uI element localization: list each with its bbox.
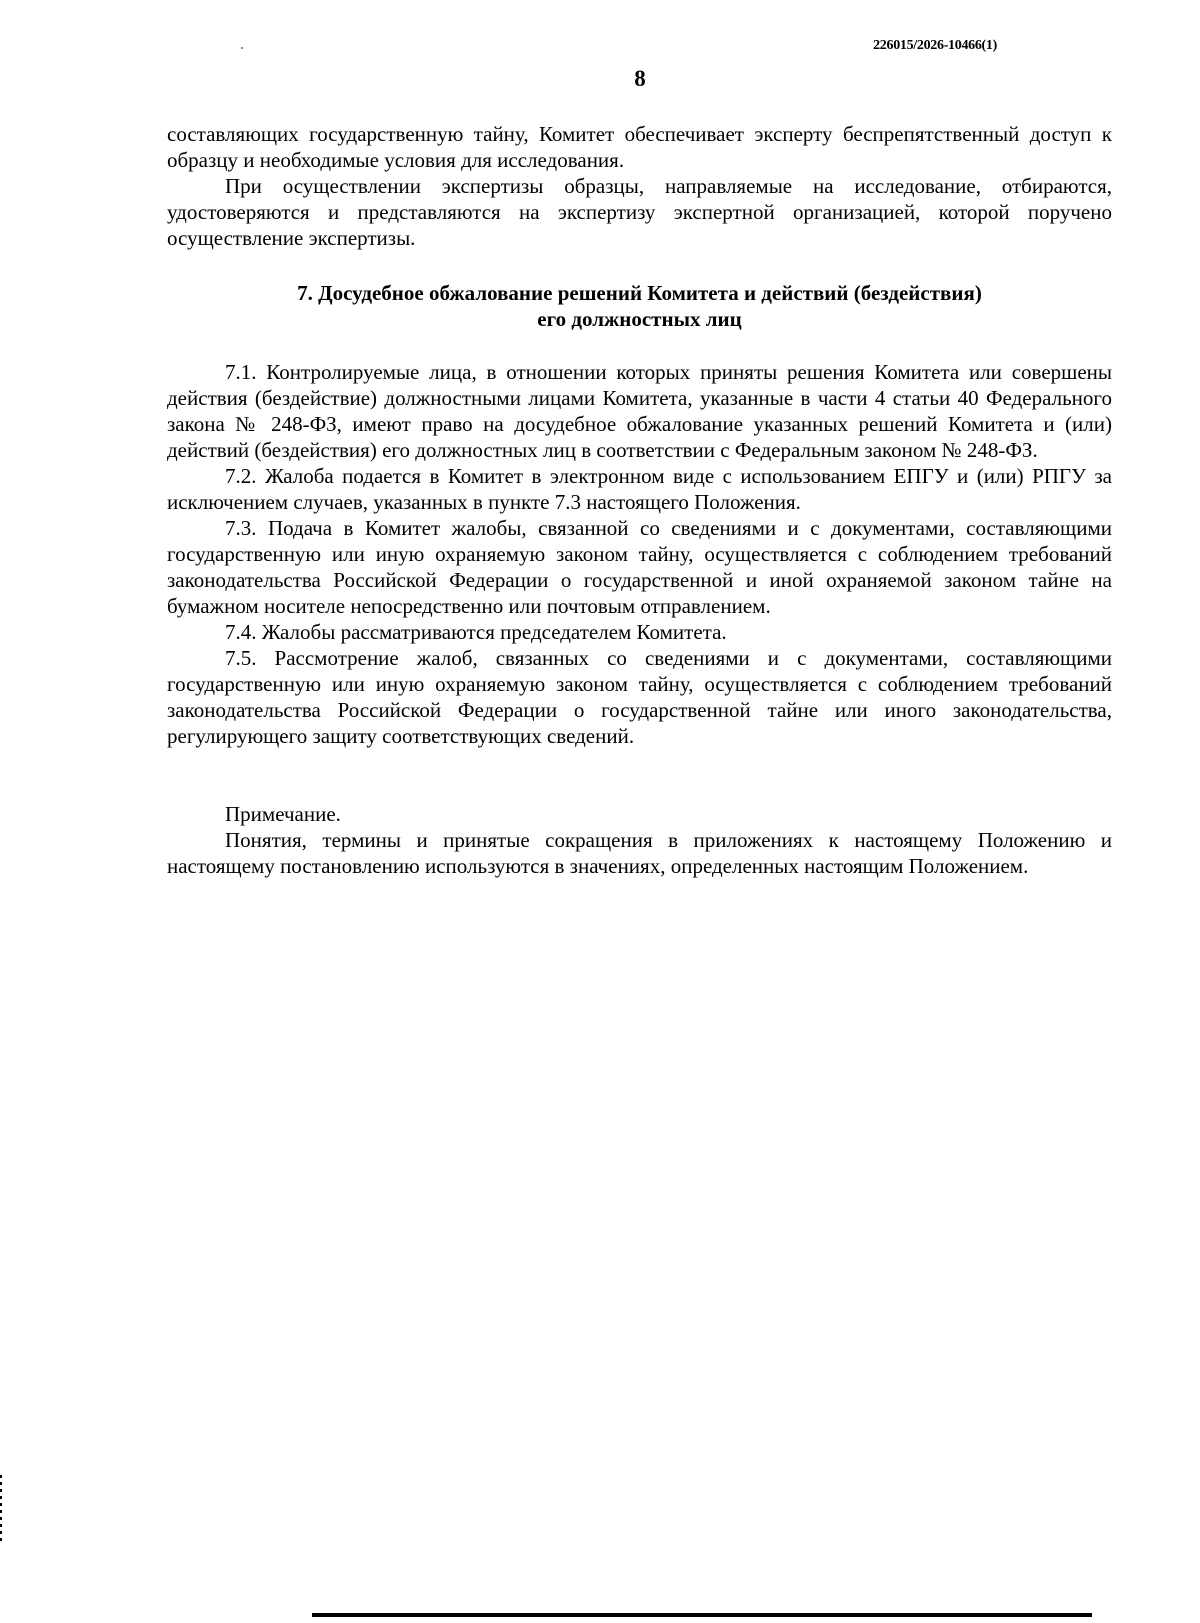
spacer	[167, 749, 1112, 801]
paragraph-continuation: составляющих государственную тайну, Комитет обеспечивает эксперту беспрепятственный доступ к образцу и необходимые условия для исследования.	[167, 122, 1112, 172]
scan-edge-mark	[0, 1475, 2, 1545]
note-text: Понятия, термины и принятые сокращения в приложениях к настоящему Положению и настоящему постановлению используются в значениях, определенных настоящим Положением.	[167, 828, 1112, 878]
section-7-title-line-2: его должностных лиц	[537, 307, 742, 331]
clause-7-4: 7.4. Жалобы рассматриваются председателем Комитета.	[225, 620, 727, 644]
scan-speck	[241, 47, 243, 49]
page-number: 8	[634, 66, 646, 91]
paragraph-expertise-samples: При осуществлении экспертизы образцы, направляемые на исследование, отбираются, удостоверяются и представляются на экспертизу экспертной организацией, которой поручено осуществление экспертизы.	[167, 174, 1112, 250]
section-7-heading	[167, 280, 1112, 332]
document-registration-number: 226015/2026-10466(1)	[873, 38, 997, 53]
clause-7-2: 7.2. Жалоба подается в Комитет в электронном виде с использованием ЕПГУ и (или) РПГУ за исключением случаев, указанных в пункте 7.3 настоящего Положения.	[167, 464, 1112, 514]
section-7-title-line-1: 7. Досудебное обжалование решений Комитета и действий (бездействия)	[297, 281, 982, 305]
bottom-scan-line	[312, 1613, 1092, 1617]
clause-7-3: 7.3. Подача в Комитет жалобы, связанной со сведениями и с документами, составляющими государственную или иную охраняемую законом тайну, осуществляется с соблюдением требований законодательства Российской Федерации о государственной и иной охраняемой законом тайне на бумажном носителе непосредственно или почтовым отправлением.	[167, 516, 1112, 618]
document-body	[167, 121, 1112, 879]
clause-7-1: 7.1. Контролируемые лица, в отношении которых приняты решения Комитета или совершены действия (бездействие) должностными лицами Комитета, указанные в части 4 статьи 40 Федерального закона № 248-ФЗ, имеют право на досудебное обжалование указанных решений Комитета и (или) действий (бездействия) его должностных лиц в соответствии с Федеральным законом № 248-ФЗ.	[167, 360, 1112, 462]
clause-7-5: 7.5. Рассмотрение жалоб, связанных со сведениями и с документами, составляющими государственную или иную охраняемую законом тайну, осуществляется с соблюдением требований законодательства Российской Федерации о государственной тайне или иного законодательства, регулирующего защиту соответствующих сведений.	[167, 646, 1112, 748]
note-label: Примечание.	[225, 802, 341, 826]
